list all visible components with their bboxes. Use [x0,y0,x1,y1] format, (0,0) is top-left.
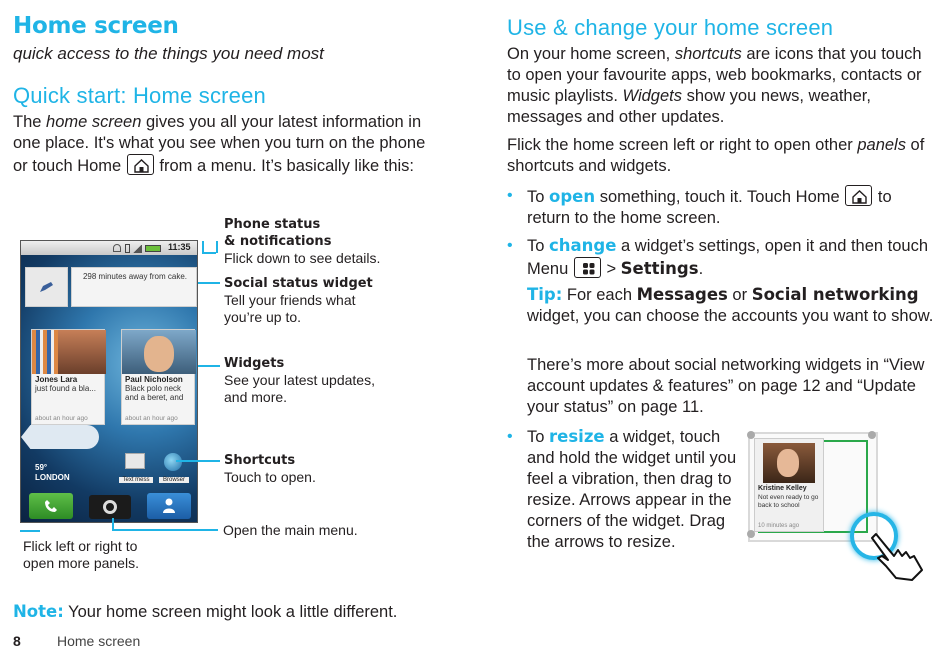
intro-text-3: from a menu. It’s basically like this: [154,157,415,175]
widget-contact-message: Not even ready to go back to school [758,494,819,509]
phone-home-screen-illustration [20,240,198,523]
callout-flick-text: Flick left or right to open more panels. [23,538,139,571]
callout-line-shortcuts [176,460,220,462]
bullet-change: • To change a widget’s settings, open it and then touch Menu > Settings. [507,236,929,278]
home-key-icon [127,154,154,175]
intro-text-home-screen: home screen [46,113,142,131]
phone-dock-button [29,493,73,519]
callout-line-widgets [198,365,220,367]
tip-paragraph: Tip: For each Messages or Social networking widget, you can choose the accounts you want to show. [527,285,934,325]
social-status-widget [71,267,197,307]
bullet-dot: • [507,237,513,254]
envelope-icon [125,453,145,469]
status-bar [21,241,197,255]
menu-ring-icon [103,500,117,514]
weather-city: LONDON [35,473,70,482]
tip-label: Tip: [527,285,563,304]
hand-pointer-icon [868,530,932,582]
contacts-dock-button [147,493,191,519]
shortcut-label-browser: Browser [159,477,189,483]
phone-handset-icon [43,498,59,514]
social-status-icon-tile [25,267,68,307]
page-title: Home screen [13,13,179,39]
corner-handle-icon [868,431,876,439]
paragraph-panels: Flick the home screen left or right to open other panels of shortcuts and widgets. [507,136,925,175]
sim-icon [125,244,130,253]
footer-section: Home screen [57,633,141,649]
widget-contact-name: Kristine Kelley [758,485,807,492]
callout-status-text: Flick down to see details. [224,250,381,266]
callout-social-title: Social status widget [224,276,373,291]
contact-1-name: Jones Lara [35,375,78,384]
section-heading-use-change: Use & change your home screen [507,15,834,40]
main-menu-button [89,495,131,519]
contact-widget-1 [31,329,105,425]
bullet-dot: • [507,428,513,445]
pencil-icon [39,280,55,294]
callout-shortcuts-title: Shortcuts [224,453,296,468]
home-key-icon [845,185,872,206]
callout-widgets-text: See your latest updates, and more. [224,372,375,405]
menu-key-icon [574,257,601,278]
panel-arrow [21,425,99,449]
callout-shortcuts-text: Touch to open. [224,469,316,485]
contact-2-message: Black polo neck and a beret, and [125,384,184,402]
corner-handle-icon [747,431,755,439]
page-number: 8 [13,633,21,649]
battery-icon [145,245,161,252]
contact-photo-2 [122,330,196,374]
contact-1-message: just found a bla... [35,384,96,393]
person-icon [162,498,176,514]
weather-temp: 59° [35,463,48,472]
intro-paragraph [13,112,443,177]
globe-icon [164,453,182,471]
paragraph-shortcuts-widgets: On your home screen, shortcuts are icons that you touch to open your favourite apps, web bookmarks, contacts or music playlists. Widgets show you news, weather, messages and other updates. [507,45,922,126]
contact-2-name: Paul Nicholson [125,375,183,384]
wifi-icon [113,244,121,252]
contact-widget-2 [121,329,195,425]
more-info-paragraph: There’s more about social networking widgets in “View account updates & features” on page 12 and “Update your status” on page 11. [527,356,925,416]
section-heading-quick-start: Quick start: Home screen [13,83,266,108]
note [13,602,397,622]
contact-card [754,438,824,532]
shortcut-label-text: Text mess [119,477,153,483]
contact-photo-kristine [763,443,815,483]
contact-photo-bg [32,330,58,374]
signal-icon [133,245,142,253]
contact-photo-1 [58,330,106,374]
social-status-message: 298 minutes away from cake. [82,272,188,281]
callout-menu-text: Open the main menu. [223,522,358,538]
callout-widgets-title: Widgets [224,356,285,371]
bullet-resize: • To resize a widget, touch and hold the widget until you feel a vibration, then drag to resize. Arrows appear in the corners of the widget. Drag the arrows to resize. [507,427,737,551]
note-label: Note: [13,602,64,621]
corner-handle-icon [747,530,755,538]
bullet-dot: • [507,187,513,204]
intro-text-2: gives you all your latest information in one place. It's what you see when you turn on the phone or touch Home [13,113,426,175]
callout-social-text: Tell your friends what you’re up to. [224,292,356,325]
status-time: 11:35 [168,242,191,252]
contact-1-time: about an hour ago [35,415,88,422]
callout-status-title: Phone status & notifications [224,217,332,249]
bullet-open: • To open something, touch it. Touch Home to return to the home screen. [507,187,892,227]
callout-line-flick [20,530,40,532]
callout-line-social [198,282,220,284]
widget-contact-time: 10 minutes ago [758,523,800,529]
callout-line-menu [112,529,218,531]
note-text: Your home screen might look a little different. [63,603,398,621]
intro-text-1: The [13,113,47,131]
page-subtitle: quick access to the things you need most [13,44,324,63]
callout-line-status [202,252,216,254]
contact-2-time: about an hour ago [125,415,178,422]
